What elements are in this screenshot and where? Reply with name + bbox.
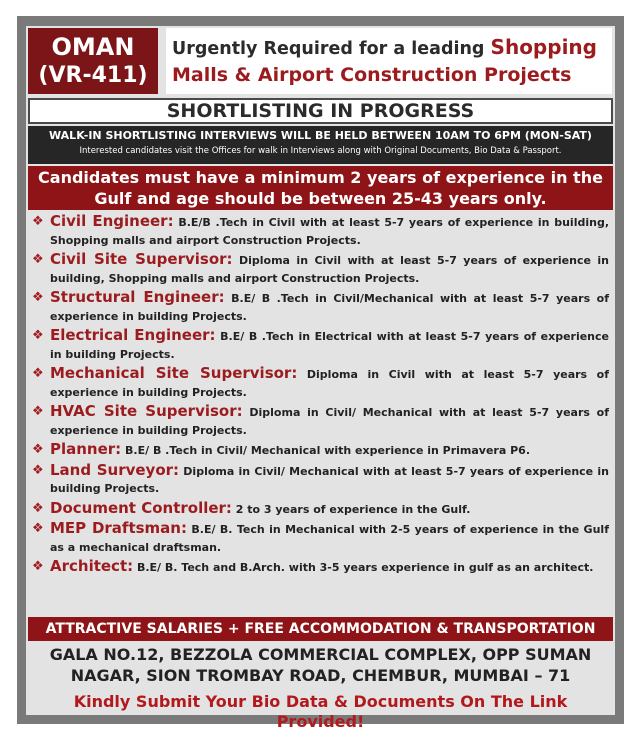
submit-note: Kindly Submit Your Bio Data & Documents On The Link Provided! — [73, 692, 568, 731]
position-title: Mechanical Site Supervisor: — [50, 364, 298, 382]
diamond-bullet-icon: ❖ — [32, 404, 44, 419]
position-item — [32, 365, 609, 401]
diamond-bullet-icon: ❖ — [32, 290, 44, 305]
position-description: Diploma in Civil/ Mechanical with at least 5-7 years of experience in building Projects. — [50, 406, 609, 437]
headline — [166, 28, 612, 94]
position-description: Diploma in Civil/ Mechanical with at least 5-7 years of experience in building Projects. — [50, 464, 609, 495]
position-item — [32, 462, 609, 498]
walkin-banner — [28, 126, 613, 164]
walkin-line1: WALK-IN SHORTLISTING INTERVIEWS WILL BE HELD BETWEEN 10AM TO 6PM (MON-SAT) — [49, 129, 592, 142]
position-item — [32, 213, 609, 249]
benefits-banner: ATTRACTIVE SALARIES + FREE ACCOMMODATION & TRANSPORTATION — [28, 617, 613, 641]
diamond-bullet-icon: ❖ — [32, 559, 44, 574]
position-item — [32, 500, 609, 519]
position-description: B.E/ B .Tech in Civil/Mechanical with at least 5-7 years of experience in building Projects. — [50, 292, 609, 323]
position-item — [32, 403, 609, 439]
diamond-bullet-icon: ❖ — [32, 252, 44, 267]
headline-part3: Malls & Airport Construction Projects — [172, 64, 572, 86]
position-description: B.E/ B. Tech in Mechanical with 2-5 years of experience in the Gulf as a mechanical draftsman. — [50, 523, 609, 554]
vacancy-code: (VR-411) — [38, 63, 148, 88]
diamond-bullet-icon: ❖ — [32, 328, 44, 343]
poster — [26, 26, 615, 731]
position-description: B.E/B .Tech in Civil with at least 5-7 years of experience in building, Shopping malls and airport Construction Projects. — [50, 216, 609, 247]
diamond-bullet-icon: ❖ — [32, 521, 44, 536]
country-badge — [28, 28, 158, 94]
walkin-line2: Interested candidates visit the Offices for walk in Interviews along with Original Documents, Bio Data & Passport. — [79, 146, 562, 156]
position-title: Document Controller: — [50, 498, 232, 517]
position-description: B.E/ B .Tech in Electrical with at least 5-7 years of experience in building Projects. — [50, 330, 609, 361]
position-item — [32, 327, 609, 363]
position-item — [32, 251, 609, 287]
position-title: Architect: — [50, 557, 134, 575]
positions-list — [32, 213, 609, 579]
diamond-bullet-icon: ❖ — [32, 214, 44, 229]
diamond-bullet-icon: ❖ — [32, 462, 44, 478]
position-description: Diploma in Civil with at least 5-7 years of experience in building, Shopping malls and airport Construction Projects. — [50, 254, 609, 285]
country-name: OMAN — [51, 33, 135, 61]
position-title: Structural Engineer: — [50, 288, 225, 306]
position-title: HVAC Site Supervisor: — [50, 402, 243, 420]
position-description: B.E/ B .Tech in Civil/ Mechanical with experience in Primavera P6. — [125, 444, 531, 457]
position-item — [32, 441, 609, 460]
headline-part1: Urgently Required for a leading — [172, 39, 491, 59]
position-title: MEP Draftsman: — [50, 519, 187, 537]
position-title: Planner: — [50, 440, 122, 458]
position-title: Electrical Engineer: — [50, 326, 216, 344]
address: GALA NO.12, BEZZOLA COMMERCIAL COMPLEX, OPP SUMAN NAGAR, SION TROMBAY ROAD, CHEMBUR, MUMBAI – 71 — [49, 645, 592, 685]
position-item — [32, 558, 609, 577]
position-title: Civil Site Supervisor: — [50, 250, 233, 268]
position-title: Land Surveyor: — [50, 460, 180, 479]
position-title: Civil Engineer: — [50, 212, 174, 230]
position-item — [32, 520, 609, 556]
header — [26, 26, 615, 96]
diamond-bullet-icon: ❖ — [32, 366, 44, 381]
diamond-bullet-icon: ❖ — [32, 500, 44, 516]
position-item — [32, 289, 609, 325]
position-description: B.E/ B. Tech and B.Arch. with 3-5 years experience in gulf as an architect. — [136, 561, 594, 574]
status-banner: SHORTLISTING IN PROGRESS — [28, 98, 613, 124]
position-description: Diploma in Civil with at least 5-7 years of experience in building Projects. — [50, 368, 610, 399]
diamond-bullet-icon: ❖ — [32, 442, 44, 457]
requirement-banner: Candidates must have a minimum 2 years of experience in the Gulf and age should be between 25-43 years only. — [28, 166, 613, 210]
headline-part2: Shopping — [490, 35, 597, 59]
position-description: 2 to 3 years of experience in the Gulf. — [235, 502, 471, 516]
